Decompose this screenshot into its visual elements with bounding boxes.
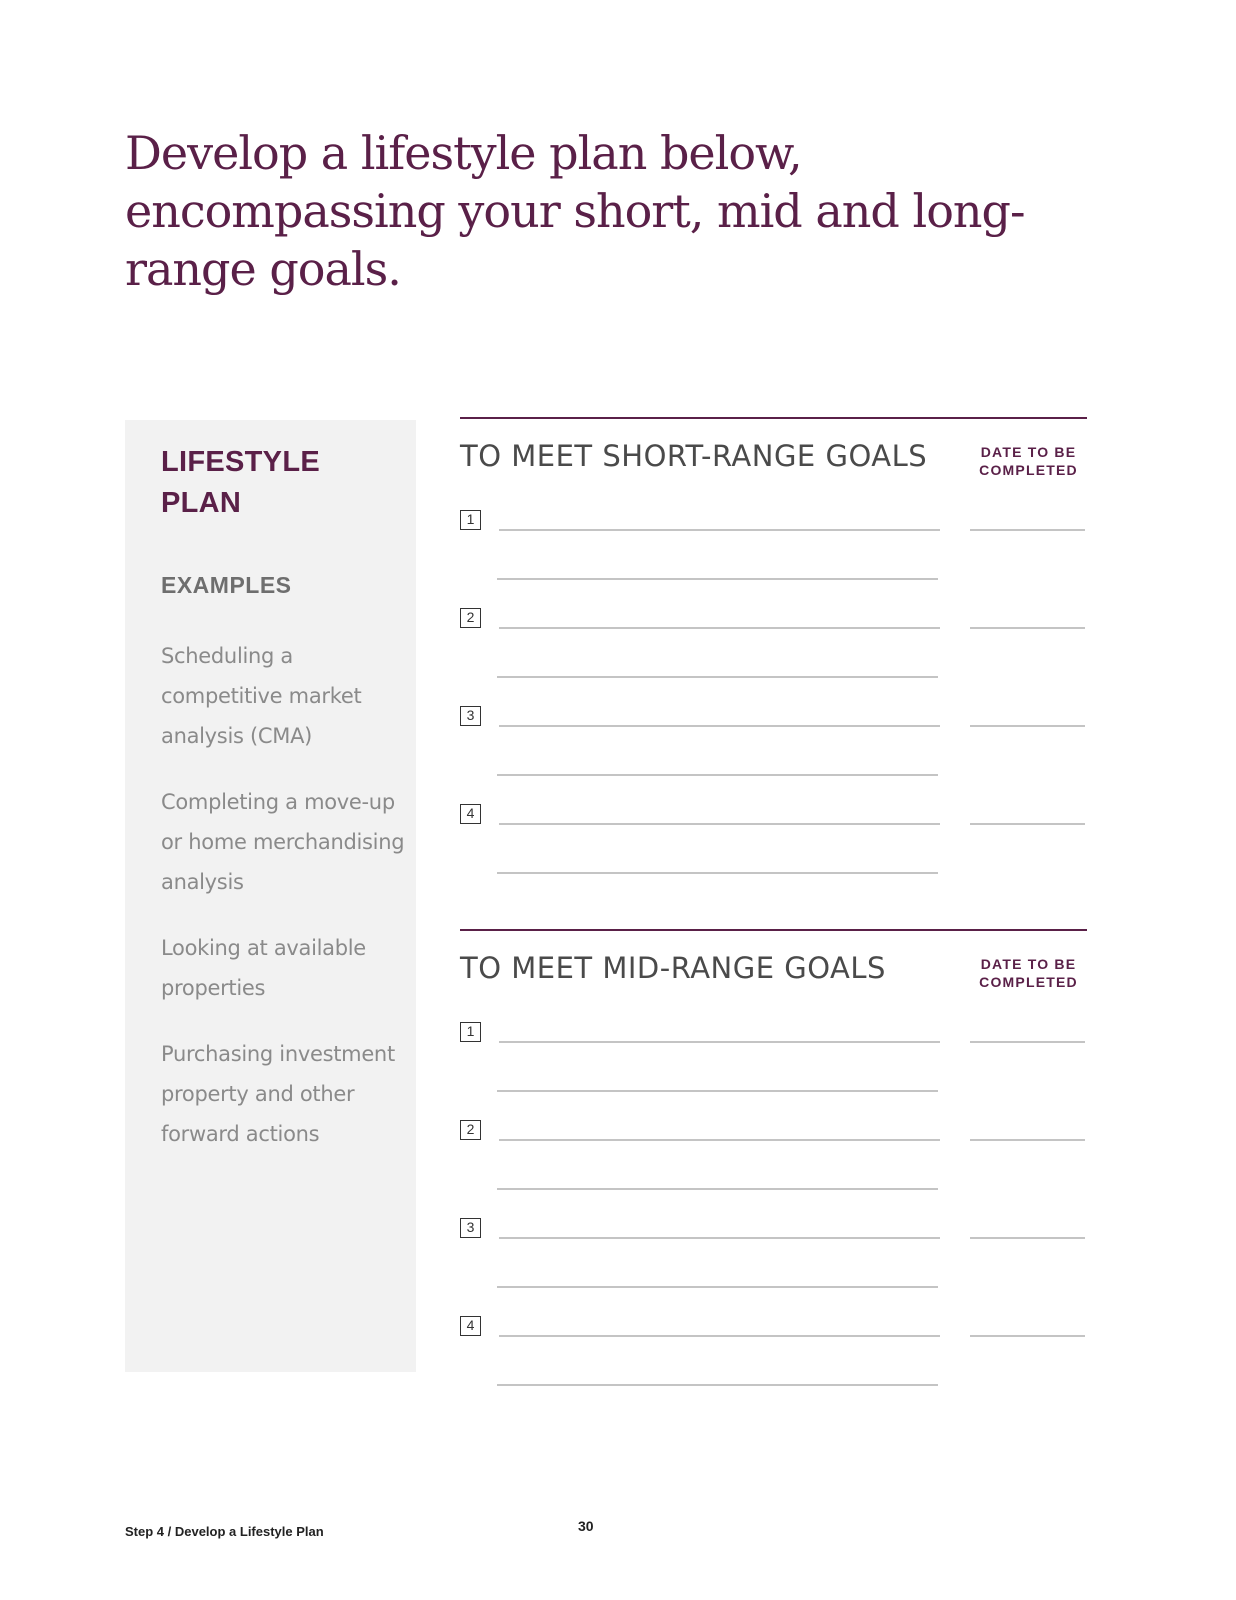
goal-entry-line[interactable] [497, 1286, 938, 1288]
date-header-line-1: DATE TO BE [980, 956, 1077, 972]
examples-heading: EXAMPLES [161, 572, 292, 598]
item-number-box: 2 [460, 608, 481, 628]
example-item: Purchasing investment property and other forward actions [161, 1042, 395, 1146]
example-item: Scheduling a competitive market analysis (CMA) [161, 644, 362, 748]
goal-entry-line[interactable] [499, 627, 940, 629]
goal-item [460, 1120, 1087, 1218]
example-item: Completing a move-up or home merchandising analysis [161, 790, 405, 894]
goal-entry-line[interactable] [497, 578, 938, 580]
goal-entry-line[interactable] [497, 1090, 938, 1092]
item-number-box: 1 [460, 1022, 481, 1042]
goal-entry-line[interactable] [497, 774, 938, 776]
goal-entry-line[interactable] [499, 1139, 940, 1141]
date-header-line-2: COMPLETED [979, 974, 1078, 990]
sidebar-title-line-1: LIFESTYLE [161, 446, 320, 478]
date-entry-line[interactable] [970, 1335, 1085, 1337]
date-entry-line[interactable] [970, 1237, 1085, 1239]
goal-item [460, 1218, 1087, 1316]
section-divider [460, 417, 1087, 419]
date-entry-line[interactable] [970, 1139, 1085, 1141]
date-header-line-1: DATE TO BE [980, 444, 1077, 460]
date-entry-line[interactable] [970, 823, 1085, 825]
goal-item [460, 804, 1087, 902]
sidebar-title [161, 442, 320, 524]
goal-entry-line[interactable] [497, 1188, 938, 1190]
date-to-be-completed-header [970, 443, 1087, 479]
item-number-box: 2 [460, 1120, 481, 1140]
example-item: Looking at available properties [161, 936, 366, 1000]
page-number: 30 [578, 1518, 594, 1534]
section-divider [460, 929, 1087, 931]
item-number-box: 4 [460, 1316, 481, 1336]
goal-entry-line[interactable] [499, 823, 940, 825]
section-title: TO MEET MID-RANGE GOALS [460, 951, 886, 985]
section-title: TO MEET SHORT-RANGE GOALS [460, 439, 928, 473]
goal-item [460, 510, 1087, 608]
goal-item [460, 1316, 1087, 1414]
goal-item [460, 1022, 1087, 1120]
item-number-box: 1 [460, 510, 481, 530]
short-range-goals-section [460, 417, 1087, 887]
goal-entry-line[interactable] [499, 1335, 940, 1337]
item-number-box: 3 [460, 706, 481, 726]
date-to-be-completed-header [970, 955, 1087, 991]
goal-entry-line[interactable] [499, 1237, 940, 1239]
date-header-line-2: COMPLETED [979, 462, 1078, 478]
date-entry-line[interactable] [970, 1041, 1085, 1043]
item-number-box: 4 [460, 804, 481, 824]
goal-entry-line[interactable] [497, 872, 938, 874]
goal-entry-line[interactable] [497, 676, 938, 678]
mid-range-goals-section [460, 929, 1087, 1399]
examples-list [161, 636, 411, 1180]
footer-breadcrumb: Step 4 / Develop a Lifestyle Plan [125, 1524, 324, 1539]
goal-item [460, 608, 1087, 706]
goal-entry-line[interactable] [499, 529, 940, 531]
goal-entry-line[interactable] [499, 725, 940, 727]
date-entry-line[interactable] [970, 529, 1085, 531]
page-headline: Develop a lifestyle plan below, encompassing your short, mid and long-range goals. [125, 126, 1025, 296]
goal-item [460, 706, 1087, 804]
goal-entry-line[interactable] [499, 1041, 940, 1043]
sidebar-title-line-2: PLAN [161, 487, 242, 519]
item-number-box: 3 [460, 1218, 481, 1238]
date-entry-line[interactable] [970, 627, 1085, 629]
lifestyle-plan-sidebar [125, 420, 416, 1372]
goal-entry-line[interactable] [497, 1384, 938, 1386]
date-entry-line[interactable] [970, 725, 1085, 727]
